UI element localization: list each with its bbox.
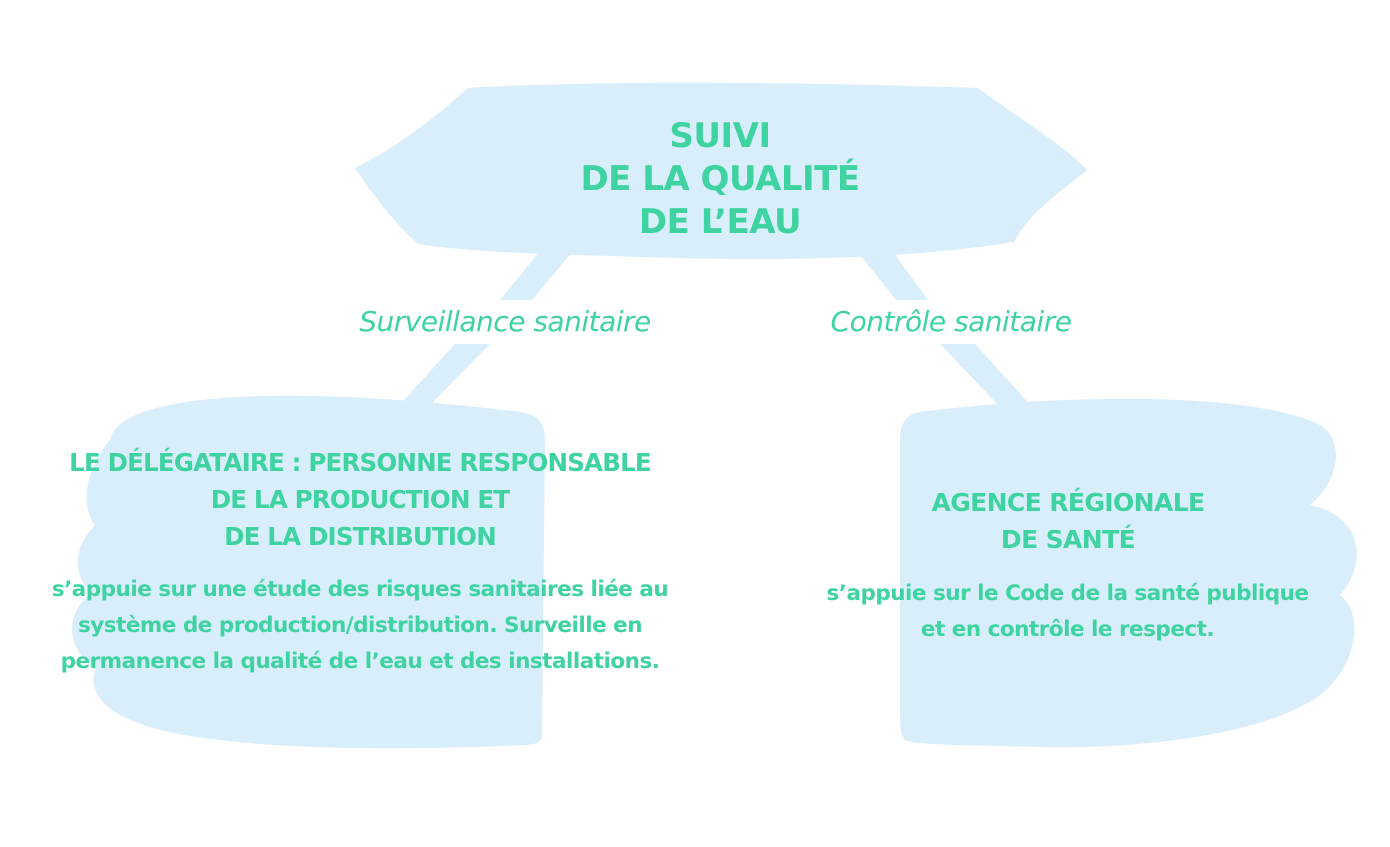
heading-line: AGENCE RÉGIONALE bbox=[931, 488, 1205, 517]
heading-line: DE SANTÉ bbox=[1000, 525, 1136, 554]
left-box-heading bbox=[10, 444, 710, 555]
right-box-heading bbox=[868, 484, 1268, 558]
body-line: système de production/distribution. Surveille en bbox=[77, 613, 643, 638]
body-line: s’appuie sur une étude des risques sanitaires liée au bbox=[51, 577, 669, 602]
heading-line: DE LA DISTRIBUTION bbox=[224, 522, 496, 551]
body-line: permanence la qualité de l’eau et des installations. bbox=[60, 649, 660, 674]
title-line: DE L’EAU bbox=[638, 202, 802, 242]
connector-left-lower bbox=[395, 344, 490, 410]
connector-right-lower bbox=[940, 344, 1035, 410]
body-line: s’appuie sur le Code de la santé publique bbox=[826, 581, 1309, 606]
right-box-body bbox=[795, 576, 1340, 648]
heading-line: DE LA PRODUCTION ET bbox=[210, 485, 510, 514]
heading-line: LE DÉLÉGATAIRE : PERSONNE RESPONSABLE bbox=[69, 448, 651, 477]
left-box-body bbox=[10, 572, 710, 680]
right-box-shape bbox=[900, 399, 1357, 747]
title-line: SUIVI bbox=[669, 116, 771, 156]
branch-label-right: Contrôle sanitaire bbox=[766, 300, 1136, 344]
title-line: DE LA QUALITÉ bbox=[580, 159, 860, 199]
diagram-title bbox=[470, 115, 970, 244]
branch-label-left: Surveillance sanitaire bbox=[292, 300, 718, 344]
body-line: et en contrôle le respect. bbox=[920, 617, 1215, 642]
